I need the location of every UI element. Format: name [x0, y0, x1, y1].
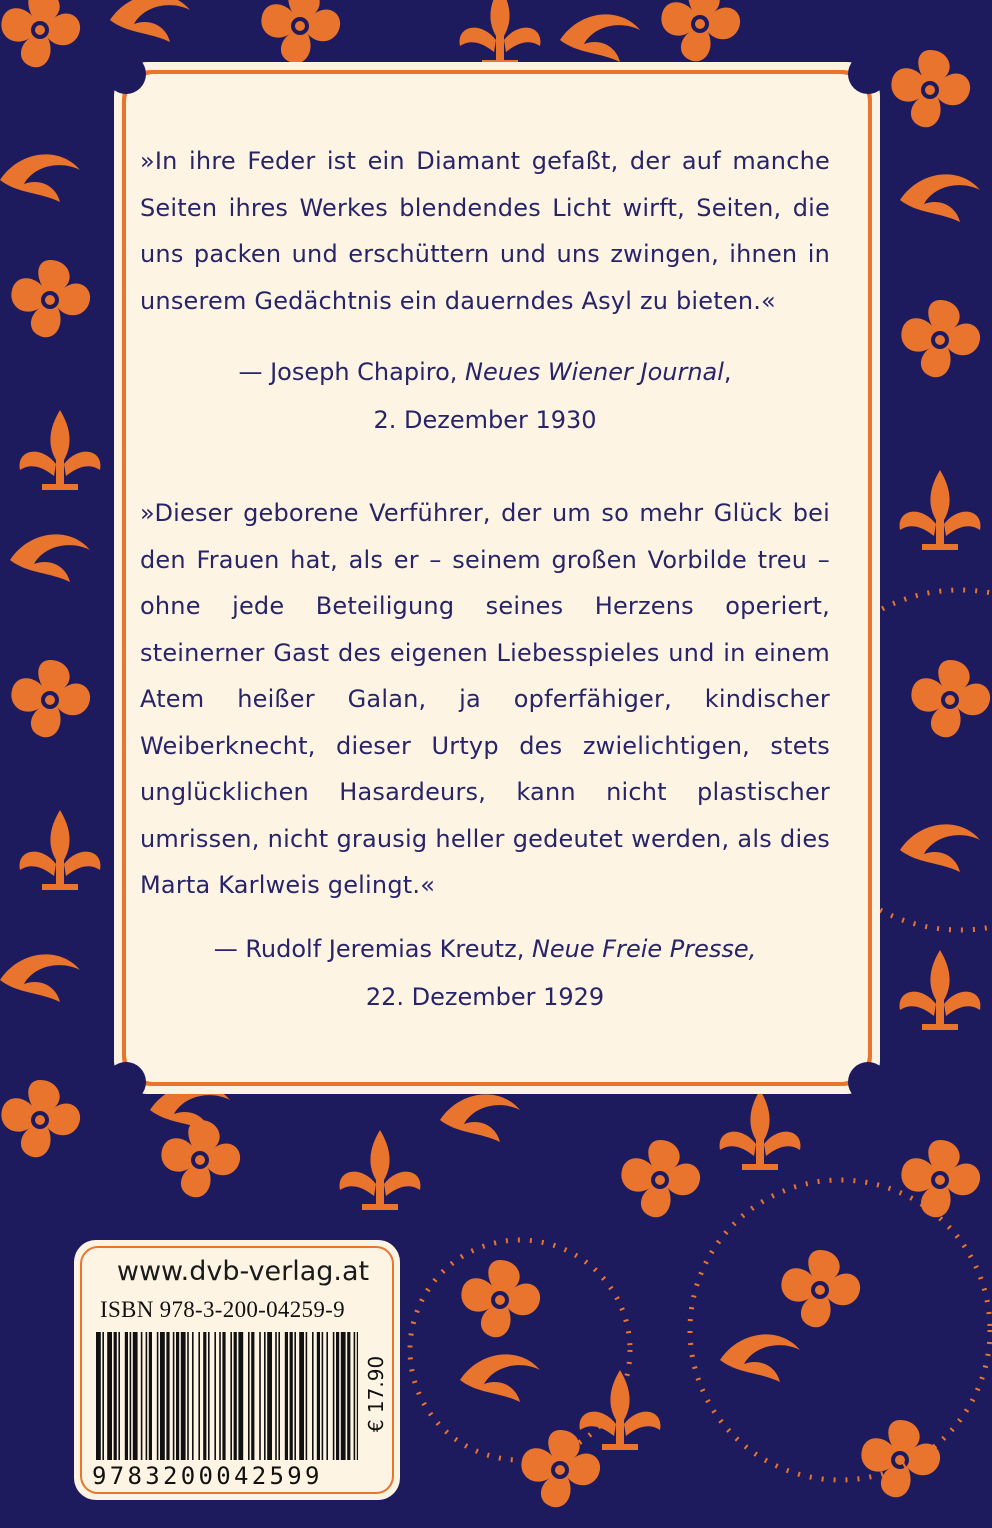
quote-attribution-1	[140, 348, 830, 444]
barcode-bar	[146, 1332, 148, 1460]
barcode-bar	[354, 1332, 356, 1460]
quote-source-2: Neue Freie Presse,	[531, 935, 757, 963]
barcode-bar	[219, 1332, 221, 1460]
barcode-bar	[187, 1332, 189, 1460]
barcode-bar	[176, 1332, 179, 1460]
quote-source-1: Neues Wiener Journal	[465, 358, 724, 386]
barcode-bar	[306, 1332, 308, 1460]
barcode-bar	[141, 1332, 143, 1460]
barcode-bar	[130, 1332, 132, 1460]
quote-date-2: 22. Dezember 1929	[365, 983, 605, 1011]
barcode-bar	[294, 1332, 296, 1460]
barcode-bar	[222, 1332, 225, 1460]
barcode-bar	[285, 1332, 288, 1460]
barcode-bar	[251, 1332, 254, 1460]
barcode-bar	[238, 1332, 243, 1460]
quote-panel	[140, 140, 830, 1040]
barcode-bar	[347, 1332, 350, 1460]
barcode-bar	[299, 1332, 304, 1460]
barcode-bar	[102, 1332, 104, 1460]
barcode-digits: 9783200042599	[92, 1462, 323, 1490]
barcode-bar	[322, 1332, 324, 1460]
barcode-bar	[125, 1332, 128, 1460]
barcode-bar	[160, 1332, 165, 1460]
barcode-bar	[114, 1332, 117, 1460]
barcode-bar	[341, 1332, 346, 1460]
barcode-bar	[248, 1332, 250, 1460]
price-text: € 17.90	[364, 1355, 388, 1433]
barcode-bar	[312, 1332, 314, 1460]
quote-author-2: — Rudolf Jeremias Kreutz,	[213, 935, 532, 963]
barcode-bar	[118, 1332, 120, 1460]
publisher-url[interactable]: www.dvb-verlag.at	[116, 1256, 370, 1287]
barcode	[96, 1332, 358, 1460]
barcode-bar	[275, 1332, 277, 1460]
barcode-bar	[234, 1332, 237, 1460]
barcode-bar	[336, 1332, 339, 1460]
barcode-bar	[157, 1332, 159, 1460]
barcode-bar	[326, 1332, 328, 1460]
quote-text-2: »Dieser geborene Verführer, der um so mehr Glück bei den Frauen hat, als er – seinem großen Vorbilde treu – ohne jede Beteiligung seines Herzens operiert, steinerner Gast des eigenen Liebesspieles und in einem Atem heißer Galan, ja opferfähiger, kindischer Weiberknecht, dieser Urtyp des zwielichtigen, stets unglücklichen Hasardeurs, kann nicht plastischer umrissen, nicht grausig heller gedeutet werden, als dies Marta Karlweis gelingt.«	[140, 499, 830, 899]
barcode-bar	[214, 1332, 216, 1460]
barcode-bar	[317, 1332, 320, 1460]
barcode-bar	[230, 1332, 232, 1460]
barcode-bar	[203, 1332, 206, 1460]
barcode-bar	[181, 1332, 186, 1460]
barcode-bar	[198, 1332, 200, 1460]
barcode-bar	[166, 1332, 169, 1460]
quote-source-suffix-1: ,	[723, 358, 732, 386]
barcode-bar	[149, 1332, 152, 1460]
frame-corner-notch	[106, 1062, 146, 1102]
barcode-bar	[192, 1332, 194, 1460]
barcode-bar	[264, 1332, 266, 1460]
barcode-bar	[333, 1332, 335, 1460]
barcode-bar	[278, 1332, 280, 1460]
barcode-bar	[290, 1332, 293, 1460]
barcode-bar	[107, 1332, 112, 1460]
frame-corner-notch	[848, 1062, 888, 1102]
quote-author-1: — Joseph Chapiro,	[238, 358, 466, 386]
quote-date-1: 2. Dezember 1930	[373, 406, 597, 434]
frame-corner-notch	[106, 54, 146, 94]
quote-attribution-2	[140, 925, 830, 1021]
barcode-bar	[267, 1332, 272, 1460]
frame-corner-notch	[848, 54, 888, 94]
barcode-bar	[173, 1332, 175, 1460]
barcode-bar	[259, 1332, 261, 1460]
barcode-bar	[208, 1332, 210, 1460]
price-tag	[356, 1342, 396, 1452]
quote-text-1: »In ihre Feder ist ein Diamant gefaßt, der auf manche Seiten ihres Werkes blendendes Licht wirft, Seiten, die uns packen und erschüttern und uns zwingen, ihnen in unserem Gedächtnis ein dauerndes Asyl zu bieten.«	[140, 147, 830, 315]
isbn-text: ISBN 978-3-200-04259-9	[100, 1297, 345, 1322]
barcode-bar	[133, 1332, 138, 1460]
barcode-bar	[96, 1332, 101, 1460]
